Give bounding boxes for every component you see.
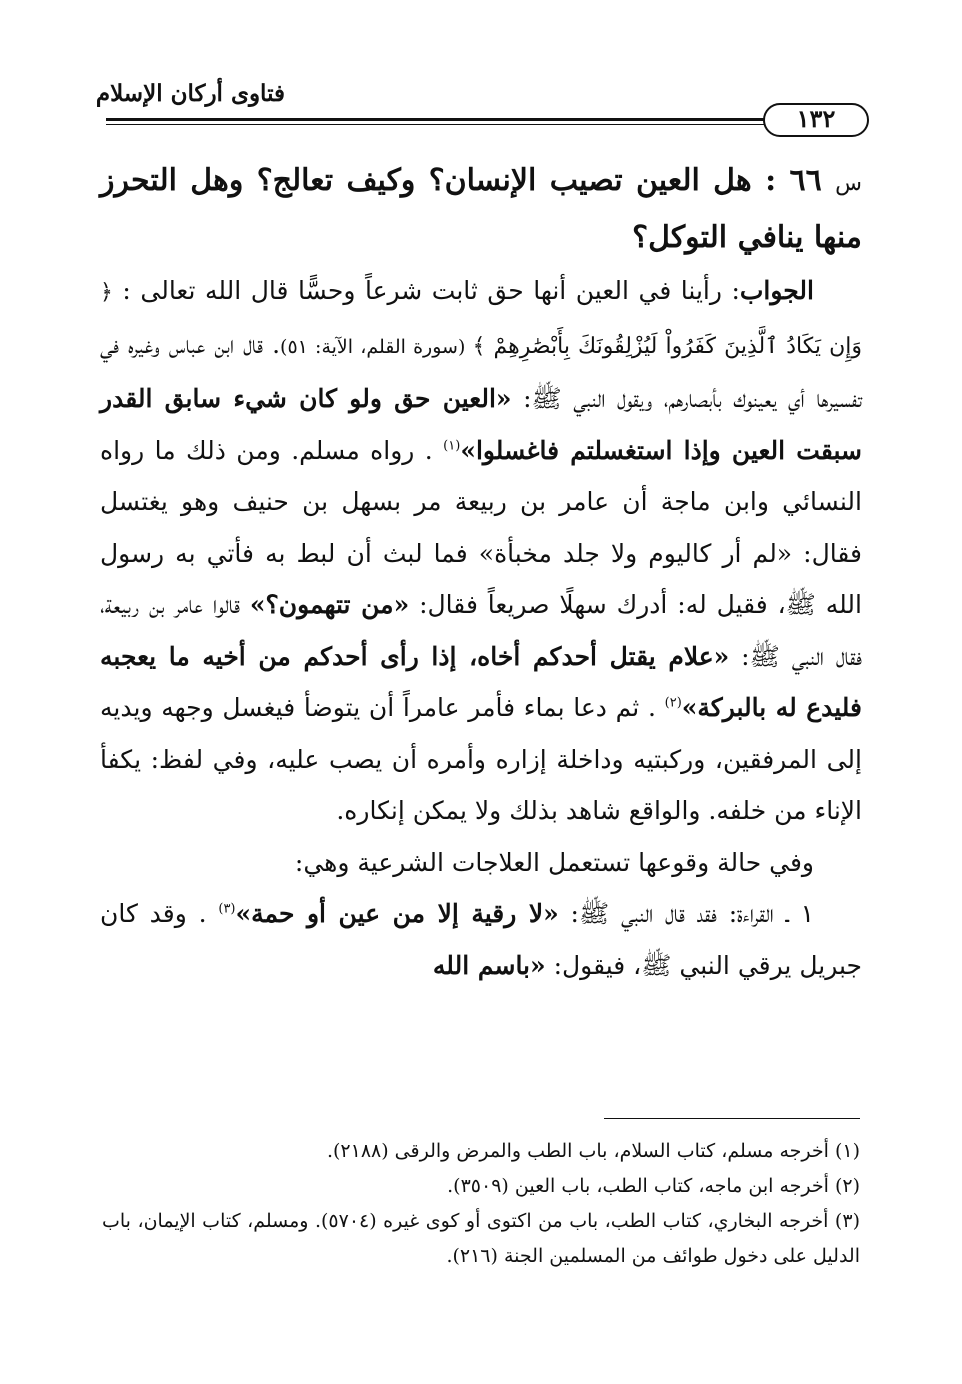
question-marker: س (835, 171, 862, 196)
footnote-2: (٢) أخرجه ابن ماجه، كتاب الطب، باب العين (٣٥٠٩). (447, 1175, 860, 1197)
hadith-2: «من تتهمون؟» (249, 590, 410, 619)
question-text: ٦٦ : هل العين تصيب الإنسان؟ وكيف تعالج؟ وهل التحرز منها ينافي التوكل؟ (100, 163, 862, 255)
quran-reference: (سورة القلم، الآية: ٥١) (280, 335, 473, 358)
answer-paragraph (100, 265, 862, 837)
quran-verse: ﴿ وَإِن يَكَادُ ٱلَّذِينَ كَفَرُواْ لَيُزْلِقُونَكَ بِأَبْصَٰرِهِمْ ﴾ (100, 280, 862, 359)
hadith-3: «علام يقتل أحدكم أخاه، إذا رأى أحدكم من أخيه ما يعجبه فليدع له بالبركة» (100, 641, 863, 722)
question (100, 154, 862, 265)
treatment-1-paragraph (100, 888, 862, 991)
main-text (100, 154, 862, 991)
answer-text-4: قالوا عامر بن ربيعة، فقال النبي ﷺ: (100, 590, 862, 671)
footnote-ref-1: (١) (443, 438, 461, 454)
hadith-5: «باسم الله (432, 950, 546, 980)
answer-text-5: . ثم دعا بماء فأمر عامراً أن يتوضأ فيغسل وجهه ويديه إلى المرفقين، وركبتيه وداخلة إزاره وأمره أن يصب عليه، وفي لفظ: يكفأ الإناء من خلفه. والواقع شاهد بذلك ولا يمكن إنكاره. (100, 693, 862, 825)
running-title: فتاوى أركان الإسلام (95, 80, 285, 107)
treatment-1-text-2: . وقد كان جبريل يرقي النبي ﷺ، فيقول: (100, 899, 862, 980)
footnotes (102, 1134, 860, 1274)
footnote-ref-2: (٢) (664, 695, 682, 711)
answer-label: الجواب (739, 276, 814, 305)
header-rule-thick (106, 118, 844, 121)
footnote-separator (604, 1118, 860, 1119)
page-number: ١٣٢ (763, 103, 869, 137)
footnote-3: (٣) أخرجه البخاري، كتاب الطب، باب من اكتوى أو كوى غيره (٥٧٠٤). ومسلم، كتاب الإيمان، باب الدليل على دخول طوائف من المسلمين الجنة (٢١٦). (102, 1210, 860, 1267)
header-rule-thin (106, 124, 844, 125)
treatments-intro: وفي حالة وقوعها تستعمل العلاجات الشرعية وهي: (294, 847, 814, 877)
answer-text-1: : رأينا في العين أنها حق ثابت شرعاً وحسًّا قال الله تعالى : (112, 276, 740, 305)
answer-text-2: . قال ابن عباس وغيره في تفسيرها أي يعينوك بأبصارهم، ويقول النبي ﷺ: (100, 329, 862, 413)
footnote-ref-3: (٣) (218, 901, 236, 917)
hadith-1: «العين حق ولو كان شيء سابق القدر سبقت العين وإذا استغسلتم فاغسلوا» (100, 384, 862, 465)
treatment-1-text: ١ ـ القراءة: فقد قال النبي ﷺ: (558, 899, 815, 928)
footnote-1: (١) أخرجه مسلم، كتاب السلام، باب الطب والمرض والرقى (٢١٨٨). (326, 1140, 860, 1162)
hadith-4: «لا رقية إلا من عين أو حمة» (235, 899, 559, 928)
answer-text-3: . رواه مسلم. ومن ذلك ما رواه النسائي وابن ماجة أن عامر بن ربيعة مر بسهل بن حنيف وهو يغتسل فقال: «لم أر كاليوم ولا جلد مخبأة» فما لبث أن لبط به فأتي به رسول الله ﷺ، فقيل له: أدرك سهلًا صريعاً فقال: (100, 435, 862, 619)
